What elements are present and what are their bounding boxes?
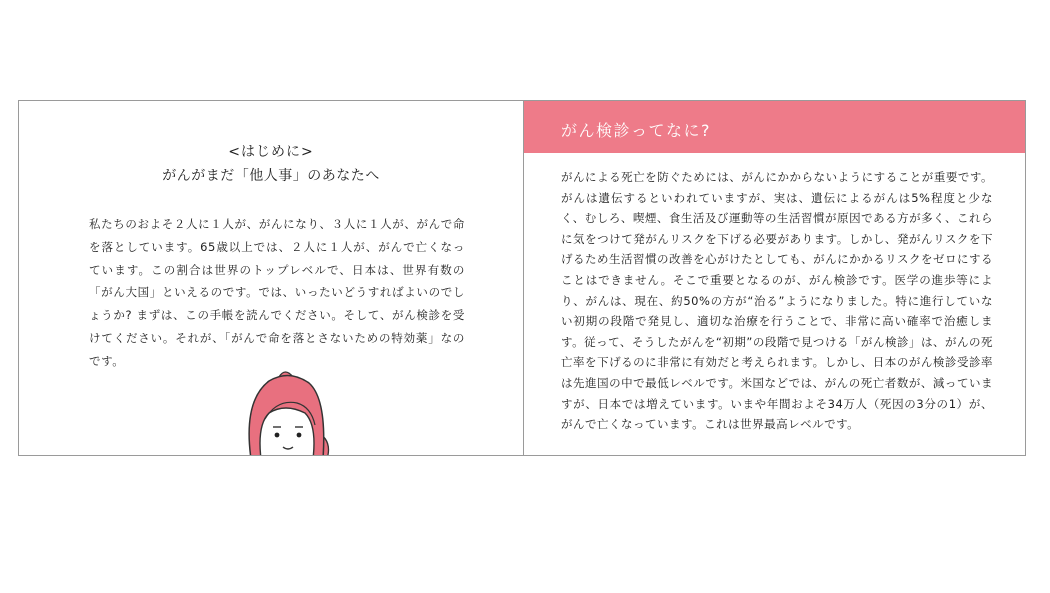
section-title: がん検診ってなに?: [561, 121, 711, 140]
intro-subheading: がんがまだ「他人事」のあなたへ: [162, 168, 380, 184]
section-header-band: [524, 101, 1025, 153]
section-body-text: がんによる死亡を防ぐためには、がんにかからないようにすることが重要です。がんは遺伝するといわれていますが、実は、遺伝によるがんは5%程度と少なく、むしろ、喫煙、食生活及び運動等の生活習慣が原因である方が多く、これらに気をつけて発がんリスクを下げる必要があります。しかし、発がんリスクを下げるため生活習慣の改善を心がけたとしても、がんにかかるリスクをゼロにすることはできません。そこで重要となるのが、がん検診です。医学の進歩等により、がんは、現在、約50%の方が“治る”ようになりました。特に進行していない初期の段階で発見し、適切な治療を行うことで、非常に高い確率で治癒します。従って、そうしたがんを“初期”の段階で見つける「がん検診」は、がんの死亡率を下げるのに非常に有効だと考えられます。しかし、日本のがん検診受診率は先進国の中で最低レベルです。米国などでは、がんの死亡者数が、減っていますが、日本では増えています。いまや年間およそ34万人（死因の3分の1）が、がんで亡くなっています。これは世界最高レベルです。: [561, 170, 993, 432]
left-page: [19, 101, 523, 455]
intro-body-text: 私たちのおよそ２人に１人が、がんになり、３人に１人が、がんで命を落としています。65歳以上では、２人に１人が、がんで亡くなっています。この割合は世界のトップレベルで、日本は、世界有数の「がん大国」といえるのです。では、いったいどうすればよいのでしょうか? まずは、この手帳を読んでください。そして、がん検診を受けてください。それが、「がんで命を落とさないための特効薬」なのです。: [89, 217, 465, 368]
intro-heading: <はじめに>: [228, 144, 314, 160]
booklet-spread: [18, 100, 1026, 456]
woman-face-illustration: [227, 369, 347, 455]
right-page: [524, 101, 1025, 455]
